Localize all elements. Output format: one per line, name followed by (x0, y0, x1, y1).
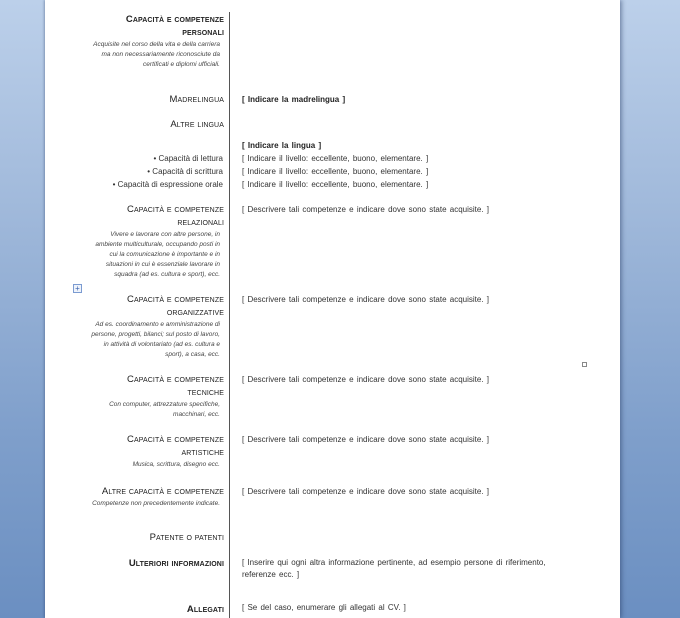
personali-description: Acquisite nel corso della vita e della carriera ma non necessariamente riconosciute da certificati e diplomi ufficiali. (93, 41, 220, 68)
relazionali-title-line2: relazionali (177, 217, 224, 228)
altre-capacita-description: Competenze non precedentemente indicate. (92, 500, 220, 507)
ulteriori-label: Ulteriori informazioni (128, 558, 224, 569)
allegati-label: Allegati (186, 604, 224, 615)
artistiche-title-line2: artistiche (181, 447, 224, 458)
artistiche-value[interactable]: [ Descrivere tali competenze e indicare dove sono state acquisite. ] (242, 435, 490, 444)
tecniche-title-line1: Capacità e competenze (127, 374, 224, 385)
madrelingua-value[interactable]: [ Indicare la madrelingua ] (242, 95, 346, 104)
relazionali-title-line1: Capacità e competenze (127, 204, 224, 215)
capacita-orale-label: • Capacità di espressione orale (112, 180, 223, 189)
personali-title-line2: personali (182, 27, 224, 38)
organizzative-description: Ad es. coordinamento e amministrazione di persone, progetti, bilanci; sul posto di lavoro, in attività di volontariato (ad es. cultura e sport), a casa, ecc. (91, 321, 220, 358)
tecniche-description: Con computer, attrezzature specifiche, macchinari, ecc. (109, 401, 220, 418)
madrelingua-label: Madrelingua (169, 94, 224, 105)
resize-handle-icon[interactable] (582, 362, 587, 367)
organizzative-title-line2: organizzative (166, 307, 224, 318)
organizzative-value[interactable]: [ Descrivere tali competenze e indicare dove sono state acquisite. ] (242, 295, 490, 304)
capacita-orale-value[interactable]: [ Indicare il livello: eccellente, buono, elementare. ] (242, 180, 429, 189)
column-divider (229, 12, 230, 618)
altre-capacita-value[interactable]: [ Descrivere tali competenze e indicare dove sono state acquisite. ] (242, 487, 490, 496)
capacita-scrittura-label: • Capacità di scrittura (147, 167, 223, 176)
capacita-scrittura-value[interactable]: [ Indicare il livello: eccellente, buono, elementare. ] (242, 167, 429, 176)
lingua-value[interactable]: [ Indicare la lingua ] (242, 141, 322, 150)
capacita-lettura-label: • Capacità di lettura (153, 154, 223, 163)
personali-title-line1: Capacità e competenze (125, 14, 224, 25)
artistiche-description: Musica, scrittura, disegno ecc. (132, 461, 220, 468)
relazionali-value[interactable]: [ Descrivere tali competenze e indicare dove sono state acquisite. ] (242, 205, 490, 214)
move-handle-icon[interactable]: + (73, 284, 82, 293)
tecniche-value[interactable]: [ Descrivere tali competenze e indicare dove sono state acquisite. ] (242, 375, 490, 384)
allegati-value[interactable]: [ Se del caso, enumerare gli allegati al CV. ] (242, 603, 406, 612)
ulteriori-value[interactable]: [ Inserire qui ogni altra informazione pertinente, ad esempio persone di riferimento, referenze ecc. ] (242, 558, 546, 579)
artistiche-title-line1: Capacità e competenze (127, 434, 224, 445)
altre-capacita-title: Altre capacità e competenze (101, 486, 224, 497)
relazionali-description: Vivere e lavorare con altre persone, in ambiente multiculturale, occupando posti in cui la comunicazione è importante e in situazioni in cui è essenziale lavorare in squadra (ad es. cultura e sport), ecc. (95, 231, 220, 278)
altre-lingua-label: Altre lingua (170, 119, 224, 130)
organizzative-title-line1: Capacità e competenze (127, 294, 224, 305)
document-page (45, 0, 620, 618)
capacita-lettura-value[interactable]: [ Indicare il livello: eccellente, buono, elementare. ] (242, 154, 429, 163)
patente-label: Patente o patenti (149, 532, 224, 543)
tecniche-title-line2: tecniche (187, 387, 224, 398)
